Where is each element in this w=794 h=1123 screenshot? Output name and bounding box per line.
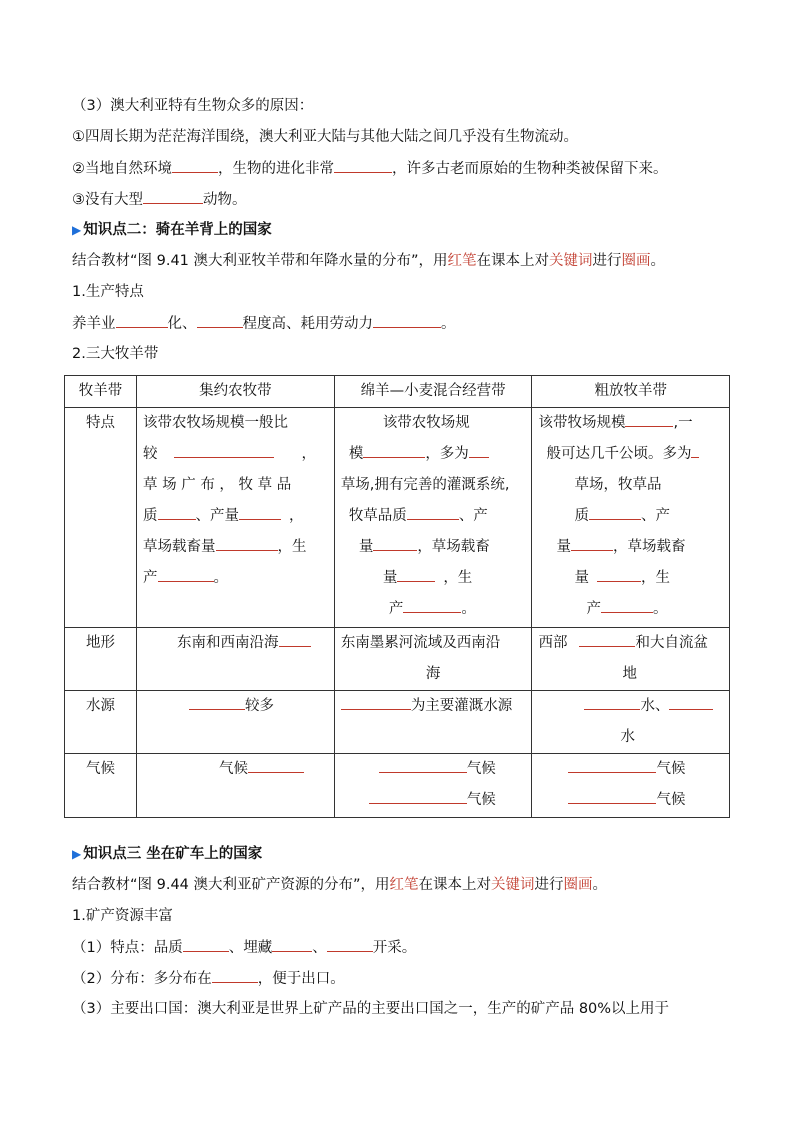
section-belts: 2.三大牧羊带	[72, 346, 159, 362]
blank-field[interactable]	[197, 313, 243, 328]
blank-field[interactable]	[597, 567, 641, 582]
blank-field[interactable]	[143, 189, 203, 204]
row-label: 地形	[65, 628, 137, 691]
blank-field[interactable]	[397, 567, 435, 582]
header-cell: 集约农牧带	[137, 376, 335, 408]
blank-field[interactable]	[691, 443, 699, 458]
mineral-export: （3）主要出口国：澳大利亚是世界上矿产品的主要出口国之一，生产的矿产品 80%以上用于	[72, 1001, 670, 1017]
blank-field[interactable]	[373, 536, 417, 551]
cell-intensive-climate: 气候	[137, 754, 335, 818]
blank-field[interactable]	[334, 158, 392, 173]
reason-2: ②当地自然环境 ，生物的进化非常 ，许多古老而原始的生物种类被保留下来。	[72, 158, 668, 179]
row-label: 水源	[65, 691, 137, 754]
blank-field[interactable]	[584, 695, 640, 710]
blank-field[interactable]	[239, 505, 281, 520]
blank-field[interactable]	[625, 412, 673, 427]
row-label: 特点	[65, 408, 137, 628]
reason-1: ①四周长期为茫茫海洋围绕，澳大利亚大陆与其他大陆之间几乎没有生物流动。	[72, 129, 578, 145]
cell-extensive-terrain: 西部 和大自流盆 地	[532, 628, 730, 691]
blank-field[interactable]	[363, 443, 425, 458]
cell-intensive-terrain: 东南和西南沿海	[137, 628, 335, 691]
cell-extensive-water: 水、 水	[532, 691, 730, 754]
blank-field[interactable]	[571, 536, 613, 551]
kp2-intro: 结合教材“图 9.41 澳大利亚牧羊带和年降水量的分布”，用红笔在课本上对关键词进行圈画。	[72, 253, 666, 269]
blank-field[interactable]	[369, 789, 467, 804]
blank-field[interactable]	[407, 505, 459, 520]
section-minerals: 1.矿产资源丰富	[72, 908, 173, 924]
cell-mixed-water: 为主要灌溉水源	[334, 691, 532, 754]
production-line: 养羊业 化、 程度高、耗用劳动力 。	[72, 313, 456, 334]
cell-intensive-features: 该带农牧场规模一般比 较 ， 草 场 广 布 ， 牧 草 品 质 、产量 ， 草场载畜量 ，生 产 。	[137, 408, 335, 628]
cell-mixed-terrain: 东南墨累河流域及西南沿 海	[334, 628, 532, 691]
blank-field[interactable]	[279, 632, 311, 647]
header-cell: 绵羊—小麦混合经营带	[334, 376, 532, 408]
blank-field[interactable]	[116, 313, 168, 328]
blank-field[interactable]	[341, 695, 411, 710]
blank-field[interactable]	[601, 598, 653, 613]
header-cell: 粗放牧羊带	[532, 376, 730, 408]
cell-mixed-climate: 气候 气候	[334, 754, 532, 818]
blank-field[interactable]	[403, 598, 461, 613]
header-cell: 牧羊带	[65, 376, 137, 408]
blank-field[interactable]	[183, 937, 229, 952]
blank-field[interactable]	[272, 937, 312, 952]
cell-extensive-features: 该带牧场规模 ,一 般可达几千公顷。多为 草场，牧草品 质 、产 量 ，草场载畜 量 ，生 产 。	[532, 408, 730, 628]
blank-field[interactable]	[216, 536, 278, 551]
reason-3: ③没有大型 动物。	[72, 189, 247, 210]
blank-field[interactable]	[373, 313, 441, 328]
blank-field[interactable]	[212, 968, 258, 983]
reason-heading: （3）澳大利亚特有生物众多的原因：	[72, 98, 314, 114]
blank-field[interactable]	[379, 758, 467, 773]
blank-field[interactable]	[469, 443, 489, 458]
blank-field[interactable]	[189, 695, 245, 710]
blank-field[interactable]	[669, 695, 713, 710]
row-label: 气候	[65, 754, 137, 818]
blank-field[interactable]	[158, 567, 214, 582]
blank-field[interactable]	[568, 789, 656, 804]
mineral-features: （1）特点：品质 、埋藏 、 开采。	[72, 937, 416, 958]
blank-field[interactable]	[248, 758, 304, 773]
cell-mixed-features: 该带农牧场规 模 ，多为 草场,拥有完善的灌溉系统, 牧草品质 、产 量 ，草场载畜 量 ，生 产 。	[334, 408, 532, 628]
triangle-marker-icon: ▶	[72, 223, 82, 237]
blank-field[interactable]	[174, 443, 274, 458]
blank-field[interactable]	[327, 937, 373, 952]
kp3-title: ▶ 知识点三 坐在矿车上的国家	[72, 846, 263, 862]
kp3-intro: 结合教材“图 9.44 澳大利亚矿产资源的分布”，用红笔在课本上对关键词进行圈画。	[72, 877, 608, 893]
blank-field[interactable]	[568, 758, 656, 773]
blank-field[interactable]	[172, 158, 218, 173]
kp2-title: ▶ 知识点二：骑在羊背上的国家	[72, 222, 272, 238]
section-production: 1.生产特点	[72, 284, 144, 300]
triangle-marker-icon: ▶	[72, 847, 82, 861]
blank-field[interactable]	[158, 505, 196, 520]
cell-extensive-climate: 气候 气候	[532, 754, 730, 818]
mineral-distribution: （2）分布：多分布在 ，便于出口。	[72, 968, 345, 989]
blank-field[interactable]	[589, 505, 641, 520]
blank-field[interactable]	[579, 632, 635, 647]
cell-intensive-water: 较多	[137, 691, 335, 754]
sheep-belt-table	[64, 375, 730, 818]
